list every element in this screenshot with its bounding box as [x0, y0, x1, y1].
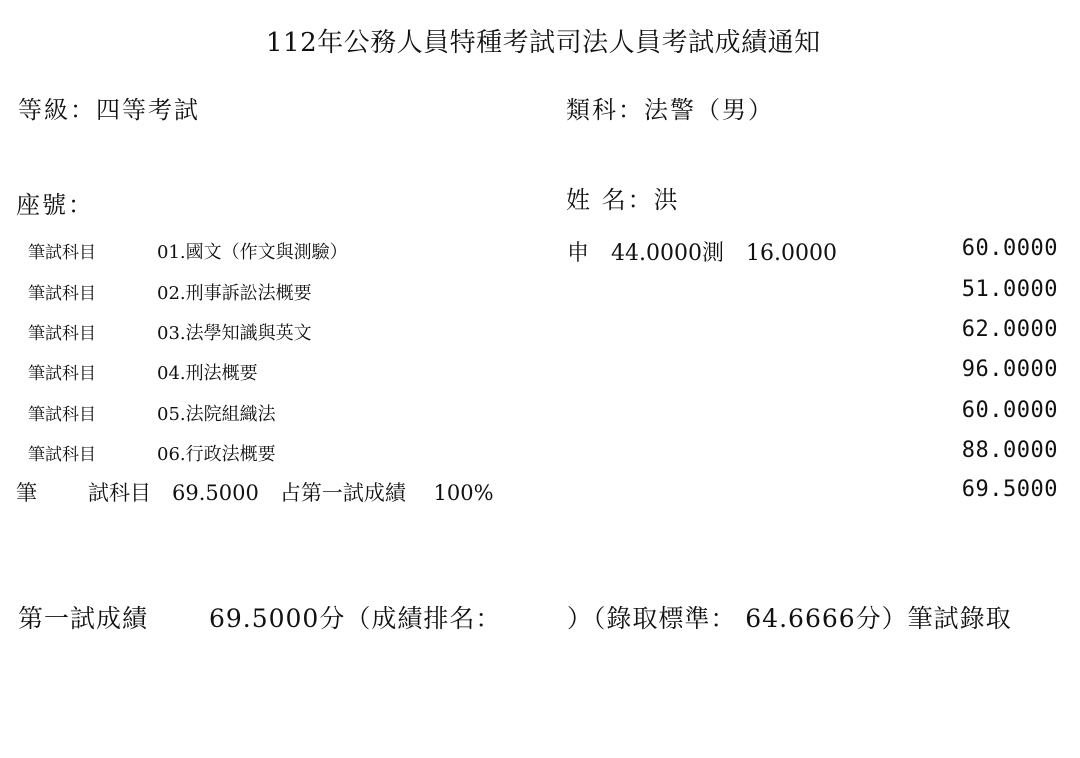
- subject-score: 51.0000: [961, 277, 1058, 302]
- subject-kind: 筆試科目: [28, 324, 96, 344]
- subject-row: [0, 355, 1080, 385]
- subject-row: [0, 436, 1080, 466]
- notice-title: 112年公務人員特種考試司法人員考試成績通知: [266, 28, 821, 58]
- subject-row: [0, 396, 1080, 426]
- candidate-name: 姓 名：洪: [566, 186, 680, 214]
- written-total-row: [0, 475, 1080, 505]
- subject-name: 04.刑法概要: [157, 363, 258, 384]
- first-stage-summary: 第一試成績 69.5000分（成績排名： ）（錄取標準： 64.6666分）筆試錄取: [18, 604, 1012, 633]
- subject-name: 02.刑事訴訟法概要: [157, 283, 312, 304]
- subject-name: 01.國文（作文與測驗）: [157, 242, 348, 263]
- seat-number-label: 座號：: [16, 191, 94, 219]
- subject-kind: 筆試科目: [28, 445, 96, 465]
- exam-category: 類科：法警（男）: [566, 96, 774, 124]
- subject-name: 05.法院組織法: [157, 404, 276, 425]
- exam-level: 等級：四等考試: [18, 96, 200, 124]
- subject-kind: 筆試科目: [28, 364, 96, 384]
- subject-score: 60.0000: [961, 236, 1058, 261]
- subject-kind: 筆試科目: [28, 284, 96, 304]
- subject-kind: 筆試科目: [28, 243, 96, 263]
- subject-score: 62.0000: [961, 317, 1058, 342]
- written-total-label: 試科目 69.5000 占第一試成績 100%: [88, 481, 494, 505]
- subject-kind: 筆試科目: [28, 405, 96, 425]
- subject-score-detail: 申 44.0000測 16.0000: [567, 241, 837, 266]
- subject-score: 60.0000: [961, 398, 1058, 423]
- written-total-label-prefix: 筆: [16, 481, 37, 505]
- subject-score: 88.0000: [961, 438, 1058, 463]
- subject-score: 96.0000: [961, 357, 1058, 382]
- subject-name: 06.行政法概要: [157, 444, 276, 465]
- subject-name: 03.法學知識與英文: [157, 323, 312, 344]
- subject-row: [0, 315, 1080, 345]
- subject-row: [0, 234, 1080, 264]
- written-total-score: 69.5000: [961, 477, 1058, 502]
- subject-row: [0, 275, 1080, 305]
